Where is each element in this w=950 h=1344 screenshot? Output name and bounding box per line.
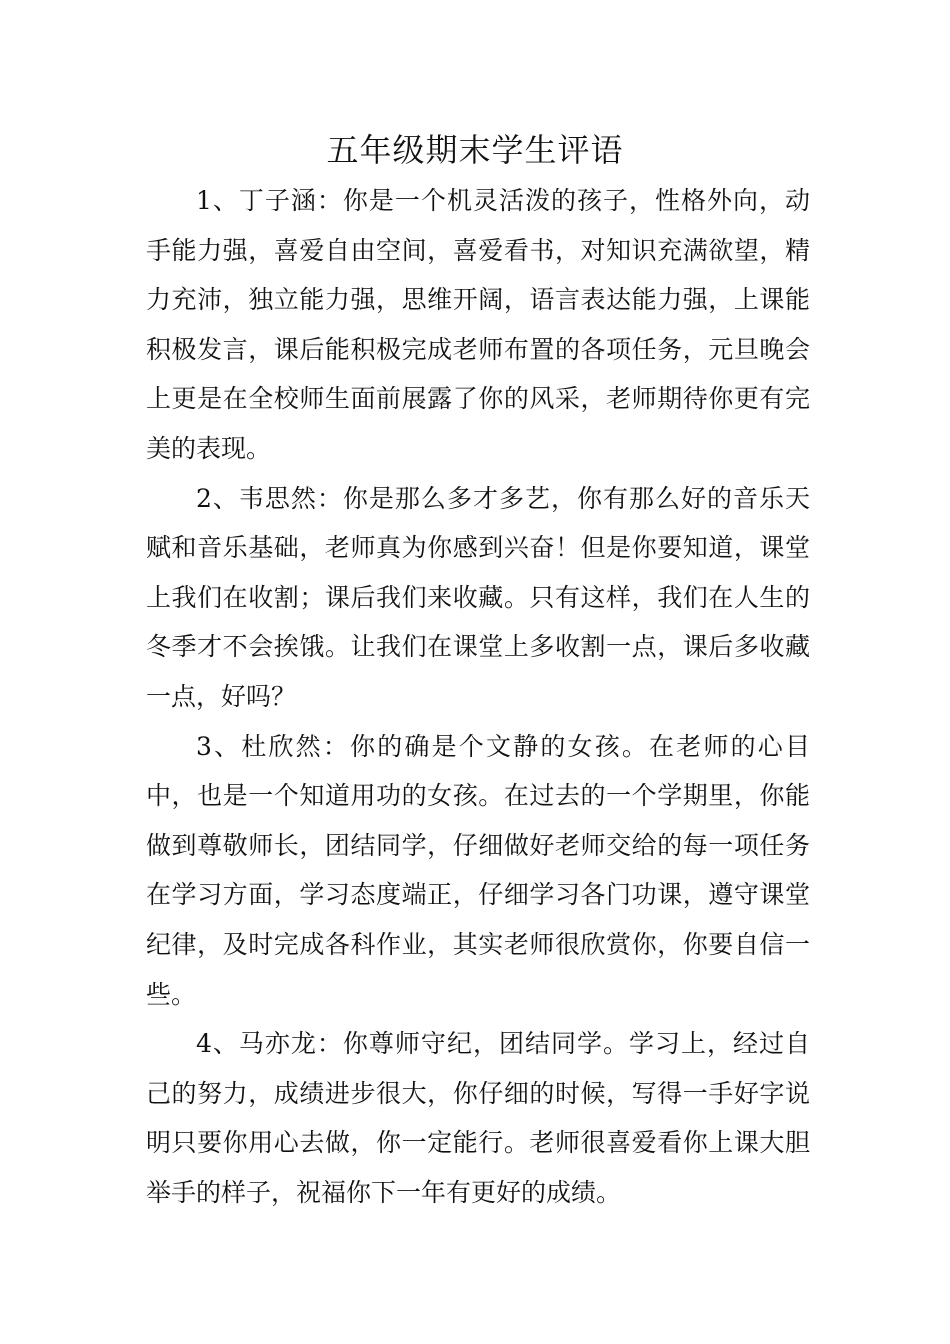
document-body [146, 176, 810, 1217]
document-title: 五年级期末学生评语 [326, 131, 624, 169]
comment-paragraph-2: 2、韦思然：你是那么多才多艺，你有那么好的音乐天赋和音乐基础，老师真为你感到兴奋！但是你要知道，课堂上我们在收割；课后我们来收藏。只有这样，我们在人生的冬季才不会挨饿。让我们在课堂上多收割一点，课后多收藏一点，好吗？ [146, 483, 810, 711]
comment-paragraph-4: 4、马亦龙：你尊师守纪，团结同学。学习上，经过自己的努力，成绩进步很大，你仔细的时候，写得一手好字说明只要你用心去做，你一定能行。老师很喜爱看你上课大胆举手的样子，祝福你下一年有更好的成绩。 [146, 1029, 810, 1207]
comment-paragraph-1: 1、丁子涵：你是一个机灵活泼的孩子，性格外向，动手能力强，喜爱自由空间，喜爱看书，对知识充满欲望，精力充沛，独立能力强，思维开阔，语言表达能力强，上课能积极发言，课后能积极完成老师布置的各项任务，元旦晚会上更是在全校师生面前展露了你的风采，老师期待你更有完美的表现。 [146, 186, 810, 463]
comment-paragraph-3: 3、杜欣然：你的确是个文静的女孩。在老师的心目中，也是一个知道用功的女孩。在过去的一个学期里，你能做到尊敬师长，团结同学，仔细做好老师交给的每一项任务在学习方面，学习态度端正，仔细学习各门功课，遵守课堂纪律，及时完成各科作业，其实老师很欣赏你，你要自信一些。 [146, 731, 810, 1009]
